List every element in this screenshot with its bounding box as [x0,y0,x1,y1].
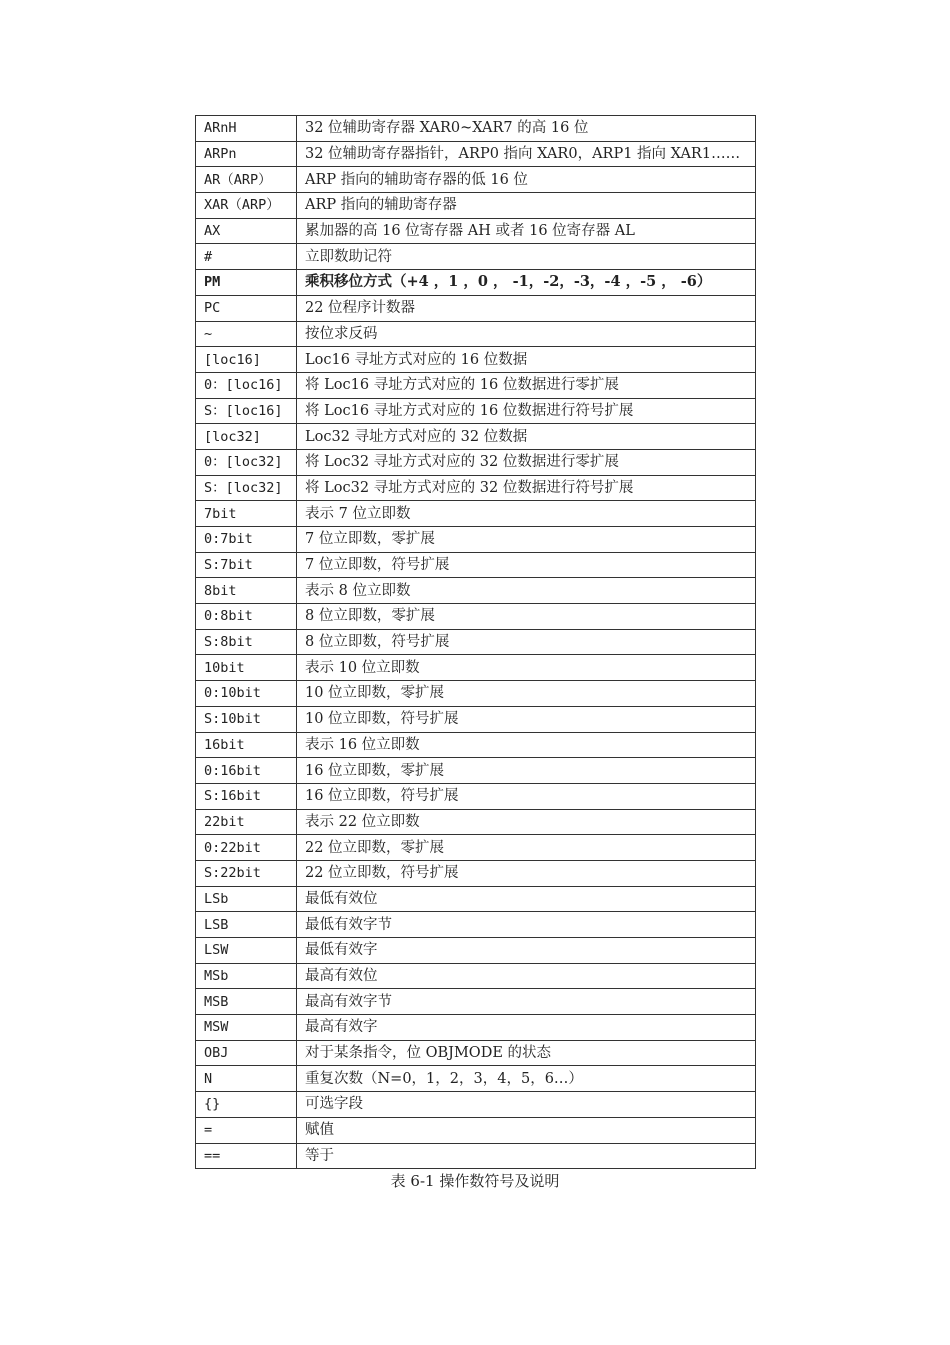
operand-description-cell: 可选字段 [297,1092,756,1118]
operand-symbol-cell: 8bit [196,578,297,604]
operand-symbol-cell: LSb [196,886,297,912]
operand-symbol-cell: = [196,1117,297,1143]
table-row [196,116,756,142]
operand-symbol-cell: S：[loc32] [196,475,297,501]
operand-description-cell: 7 位立即数，符号扩展 [297,552,756,578]
operand-symbol-cell: == [196,1143,297,1169]
operand-description-cell: 累加器的高 16 位寄存器 AH 或者 16 位寄存器 AL [297,218,756,244]
operand-description-cell: 表示 16 位立即数 [297,732,756,758]
operand-description-cell: 22 位程序计数器 [297,295,756,321]
table-row [196,141,756,167]
operand-description-cell: 将 Loc16 寻址方式对应的 16 位数据进行符号扩展 [297,398,756,424]
operand-description-cell: 重复次数（N=0，1，2，3，4，5，6…） [297,1066,756,1092]
operand-description-cell: 10 位立即数，零扩展 [297,681,756,707]
table-row [196,1092,756,1118]
table-row [196,398,756,424]
operand-symbol-cell: S:10bit [196,706,297,732]
operand-symbol-cell: S:7bit [196,552,297,578]
operand-symbol-cell: PC [196,295,297,321]
table-row [196,886,756,912]
table-row [196,758,756,784]
table-row [196,449,756,475]
operand-description-cell: 将 Loc32 寻址方式对应的 32 位数据进行零扩展 [297,449,756,475]
table-row [196,938,756,964]
table-row [196,424,756,450]
table-row [196,912,756,938]
operand-description-cell: ARP 指向的辅助寄存器 [297,193,756,219]
operand-description-cell: 22 位立即数，零扩展 [297,835,756,861]
table-row [196,218,756,244]
table-row [196,835,756,861]
operand-description-cell: Loc32 寻址方式对应的 32 位数据 [297,424,756,450]
operand-symbol-table-body [196,116,756,1169]
operand-symbol-cell: 22bit [196,809,297,835]
table-row [196,629,756,655]
table-caption: 表 6-1 操作数符号及说明 [390,1172,560,1190]
operand-description-cell: 8 位立即数，符号扩展 [297,629,756,655]
operand-symbol-cell: 0:16bit [196,758,297,784]
table-row [196,552,756,578]
operand-symbol-cell: 0:10bit [196,681,297,707]
operand-symbol-cell: 0：[loc32] [196,449,297,475]
operand-symbol-cell: AX [196,218,297,244]
table-row [196,372,756,398]
operand-description-cell: 表示 8 位立即数 [297,578,756,604]
table-row [196,655,756,681]
table-row [196,244,756,270]
operand-symbol-cell: S:8bit [196,629,297,655]
operand-symbol-cell: S:22bit [196,860,297,886]
operand-symbol-cell: PM [196,270,297,296]
operand-symbol-table [195,115,756,1169]
operand-description-cell: 按位求反码 [297,321,756,347]
operand-description-cell: 将 Loc16 寻址方式对应的 16 位数据进行零扩展 [297,372,756,398]
table-row [196,270,756,296]
table-row [196,321,756,347]
operand-symbol-cell: AR（ARP） [196,167,297,193]
operand-description-cell: 赋值 [297,1117,756,1143]
operand-description-cell: 立即数助记符 [297,244,756,270]
table-row [196,1015,756,1041]
table-row [196,501,756,527]
operand-symbol-cell: LSW [196,938,297,964]
table-row [196,732,756,758]
operand-description-cell: 16 位立即数，零扩展 [297,758,756,784]
table-row [196,989,756,1015]
operand-symbol-cell: ARPn [196,141,297,167]
operand-description-cell: 最低有效位 [297,886,756,912]
operand-symbol-cell: 0:7bit [196,527,297,553]
operand-description-cell: 表示 22 位立即数 [297,809,756,835]
operand-symbol-cell: 0：[loc16] [196,372,297,398]
table-row [196,193,756,219]
operand-description-cell: 10 位立即数，符号扩展 [297,706,756,732]
operand-symbol-cell: [loc16] [196,347,297,373]
operand-symbol-cell: OBJ [196,1040,297,1066]
table-row [196,295,756,321]
table-row [196,1066,756,1092]
operand-description-cell: 32 位辅助寄存器指针，ARP0 指向 XAR0，ARP1 指向 XAR1…… [297,141,756,167]
table-row [196,783,756,809]
operand-symbol-cell: {} [196,1092,297,1118]
operand-description-cell: 等于 [297,1143,756,1169]
operand-symbol-cell: 0:8bit [196,604,297,630]
operand-description-cell: 表示 10 位立即数 [297,655,756,681]
operand-symbol-cell: N [196,1066,297,1092]
operand-description-cell: 最低有效字 [297,938,756,964]
operand-description-cell: 7 位立即数，零扩展 [297,527,756,553]
operand-symbol-cell: 0:22bit [196,835,297,861]
table-row [196,347,756,373]
operand-description-cell: 最高有效位 [297,963,756,989]
table-row [196,1040,756,1066]
operand-symbol-cell: MSB [196,989,297,1015]
table-row [196,167,756,193]
operand-description-cell: 32 位辅助寄存器 XAR0~XAR7 的高 16 位 [297,116,756,142]
operand-symbol-cell: LSB [196,912,297,938]
operand-symbol-cell: S:16bit [196,783,297,809]
operand-symbol-cell: S：[loc16] [196,398,297,424]
operand-symbol-cell: MSb [196,963,297,989]
operand-symbol-cell: ARnH [196,116,297,142]
operand-description-cell: 最高有效字节 [297,989,756,1015]
operand-symbol-cell: ~ [196,321,297,347]
operand-description-cell: 表示 7 位立即数 [297,501,756,527]
table-row [196,809,756,835]
operand-symbol-cell: 7bit [196,501,297,527]
operand-symbol-cell: MSW [196,1015,297,1041]
operand-symbol-cell: 16bit [196,732,297,758]
table-row [196,578,756,604]
operand-symbol-cell: [loc32] [196,424,297,450]
operand-description-cell: 最高有效字 [297,1015,756,1041]
table-row [196,527,756,553]
table-row [196,681,756,707]
operand-description-cell: ARP 指向的辅助寄存器的低 16 位 [297,167,756,193]
operand-symbol-cell: XAR（ARP） [196,193,297,219]
operand-description-cell: 对于某条指令，位 OBJMODE 的状态 [297,1040,756,1066]
table-row [196,1117,756,1143]
operand-description-cell: 22 位立即数，符号扩展 [297,860,756,886]
operand-symbol-cell: # [196,244,297,270]
operand-description-cell: 8 位立即数，零扩展 [297,604,756,630]
table-row [196,1143,756,1169]
table-row [196,475,756,501]
operand-symbol-cell: 10bit [196,655,297,681]
operand-description-cell: 乘积移位方式（+4 ，1 ，0 ， -1，-2，-3，-4 ，-5 ， -6） [297,270,756,296]
operand-description-cell: 16 位立即数，符号扩展 [297,783,756,809]
operand-description-cell: 最低有效字节 [297,912,756,938]
operand-description-cell: Loc16 寻址方式对应的 16 位数据 [297,347,756,373]
table-row [196,963,756,989]
operand-description-cell: 将 Loc32 寻址方式对应的 32 位数据进行符号扩展 [297,475,756,501]
table-row [196,706,756,732]
table-row [196,604,756,630]
table-row [196,860,756,886]
